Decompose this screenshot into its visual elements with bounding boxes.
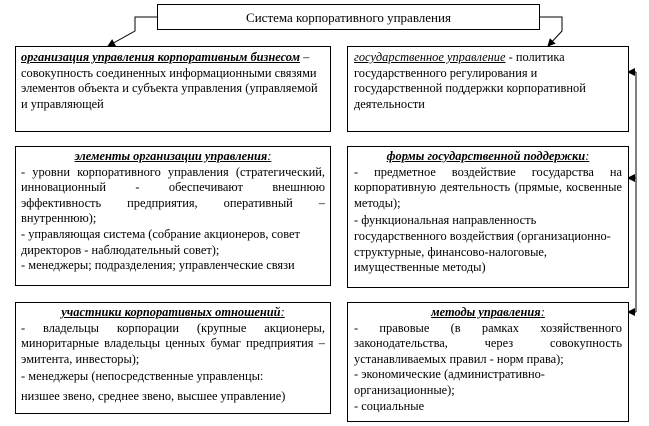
org-business-term: организация управления корпоративным бизнесом: [21, 50, 300, 64]
methods-item: - правовые (в рамках хозяйственного законодательства, через совокупность устанавливаемых правил - норм права);: [354, 320, 622, 366]
arrow-title-to-org-business: [108, 17, 157, 46]
gov-management-box: [347, 46, 629, 132]
org-elements-item: - менеджеры; подразделения; управленческие связи: [21, 258, 295, 273]
participants-item: - менеджеры (непосредственные управленцы:: [21, 369, 264, 384]
participants-heading: участники корпоративных отношений: [61, 305, 281, 319]
org-elements-item: - управляющая система (собрание акционеров, совет директоров - наблюдательный совет);: [21, 226, 300, 257]
gov-support-item: - функциональная направленность государственного воздействия (организационно-структурные, финансово-налоговые, имущественные методы): [354, 213, 611, 275]
participants-box: участники корпоративных отношений: - владельцы корпорации (крупные акционеры, миноритарные владельцы ценных бумаг предприятия – эмитента, инвесторы); - менеджеры (непосредственные управленцы: низшее звено, среднее звено, высшее управление): [15, 302, 331, 414]
gov-support-heading: формы государственной поддержки: [386, 149, 586, 163]
org-business-box: [15, 46, 331, 132]
participants-item: низшее звено, среднее звено, высшее управление): [21, 388, 286, 403]
arrow-title-to-gov-management: [540, 17, 562, 46]
gov-management-term: государственное управление: [354, 50, 506, 64]
org-elements-heading: элементы организации управления: [74, 149, 268, 163]
methods-box: методы управления: - правовые (в рамках хозяйственного законодательства, через совокупность устанавливаемых правил - норм права); - экономические (административно-организационные); - социальные: [347, 302, 629, 422]
methods-item: - социальные: [354, 398, 425, 413]
gov-management-definition: - политика государственного регулирования и государственной поддержки корпоративной деятельности: [354, 50, 586, 111]
participants-item: - владельцы корпорации (крупные акционеры, миноритарные владельцы ценных бумаг предприятия – эмитента, инвесторы);: [21, 320, 325, 366]
methods-item: - экономические (административно-организационные);: [354, 367, 545, 397]
system-title: Система корпоративного управления: [246, 10, 451, 25]
gov-support-item: - предметное воздействие государства на корпоративную деятельность (прямые, косвенные методы);: [354, 164, 622, 210]
methods-heading: методы управления: [431, 305, 541, 319]
system-title-box: [157, 4, 540, 30]
gov-support-box: формы государственной поддержки: - предметное воздействие государства на корпоративную деятельность (прямые, косвенные методы); - функциональная направленность государственного воздействия (организационно-структурные, финансово-налоговые, имущественные методы): [347, 146, 629, 288]
org-elements-item: - уровни корпоративного управления (стратегический, инновационный - обеспечивают внешнюю эффективность предприятия, оперативный – внутреннюю);: [21, 164, 325, 226]
org-elements-box: элементы организации управления: - уровни корпоративного управления (стратегический, инновационный - обеспечивают внешнюю эффективность предприятия, оперативный – внутреннюю); - управляющая система (собрание акционеров, совет директоров - наблюдательный совет); - менеджеры; подразделения; управленческие связи: [15, 146, 331, 286]
org-business-definition: – совокупность соединенных информационными связями элементов объекта и субъекта управления (управляемой и управляющей: [21, 50, 318, 111]
